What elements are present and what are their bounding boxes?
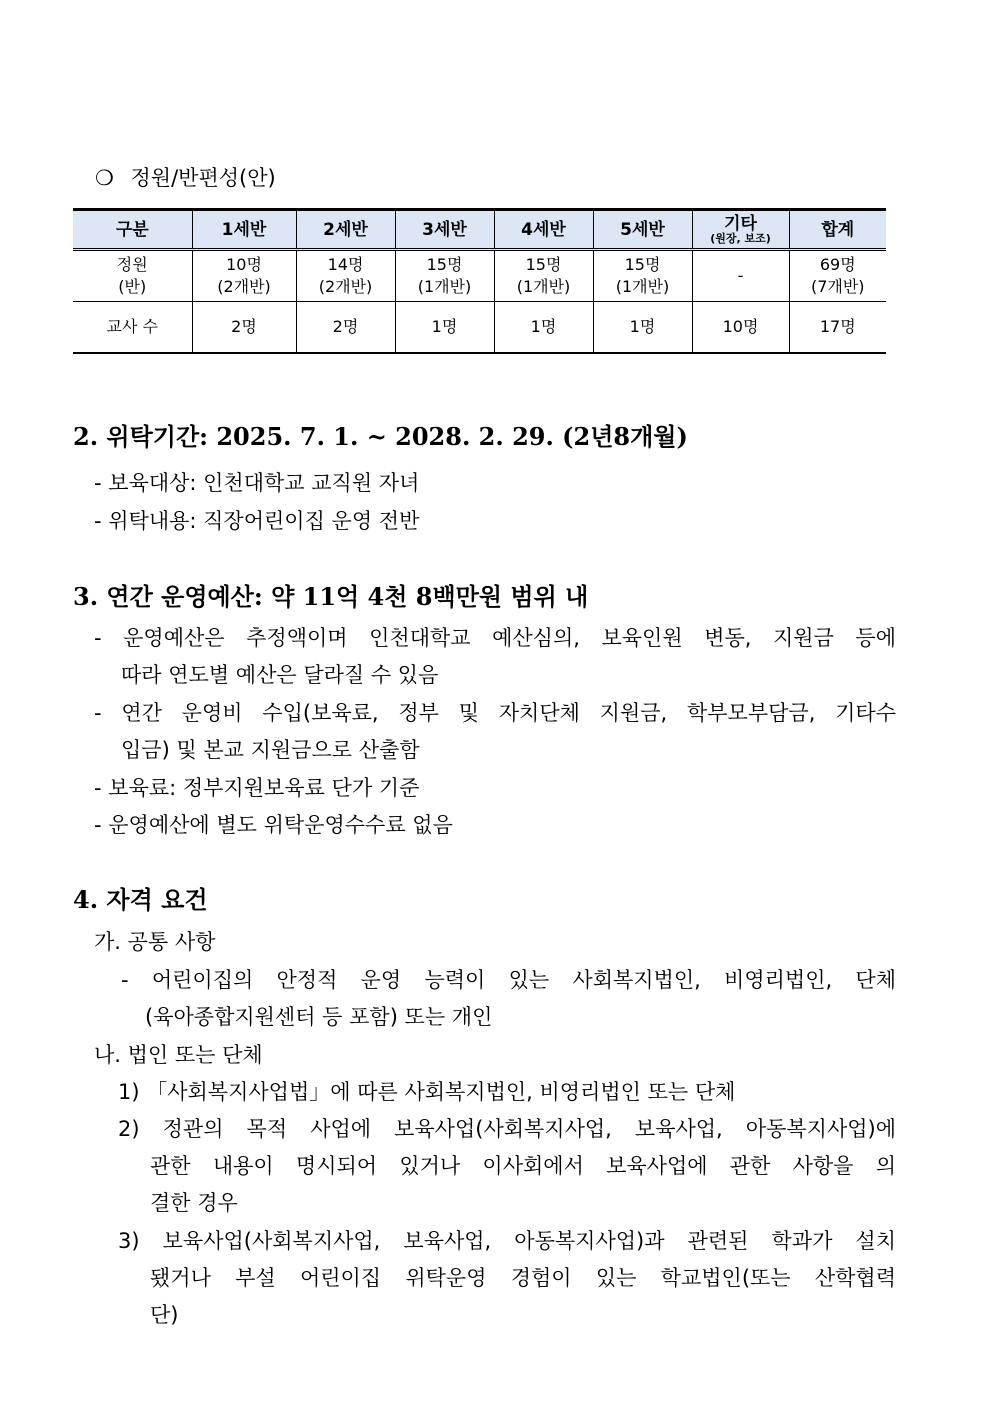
capacity-heading-text: 정원/반편성(안) — [130, 166, 276, 190]
section-2-title: 2. 위탁기간: 2025. 7. 1. ~ 2028. 2. 29. (2년8개월) — [73, 422, 688, 451]
table-cell: 1명 — [395, 302, 494, 354]
header-cell-other — [692, 210, 789, 250]
header-cell: 4세반 — [494, 210, 593, 250]
table-cell: 1명 — [593, 302, 692, 354]
table-cell: 2명 — [296, 302, 395, 354]
list-item-continuation: (육아종합지원센터 등 포함) 또는 개인 — [145, 1005, 493, 1029]
subheading-corporation: 나. 법인 또는 단체 — [94, 1043, 263, 1067]
header-cell: 구분 — [73, 210, 192, 250]
cell-count: 69명 — [819, 255, 856, 274]
cell-count: 15명 — [525, 255, 562, 274]
table-cell — [789, 250, 886, 302]
table-cell: 10명 — [692, 302, 789, 354]
list-item: 1) 「사회복지사업법」에 따른 사회복지법인, 비영리법인 또는 단체 — [118, 1080, 736, 1104]
table-cell — [593, 250, 692, 302]
header-cell: 5세반 — [593, 210, 692, 250]
list-item-continuation: 입금) 및 본교 지원금으로 산출함 — [121, 738, 420, 762]
list-item: - 연간 운영비 수입(보육료, 정부 및 자치단체 지원금, 학부모부담금, 기타수 — [94, 701, 896, 725]
cell-count: 14명 — [327, 255, 364, 274]
row-label-line: 정원 — [116, 255, 148, 274]
cell-classes: (2개반) — [217, 277, 271, 296]
capacity-heading — [95, 162, 276, 192]
row-label — [73, 250, 192, 302]
table-cell: 17명 — [789, 302, 886, 354]
capacity-table — [73, 208, 886, 354]
table-row-capacity — [73, 250, 886, 302]
table-cell — [395, 250, 494, 302]
cell-count: 15명 — [426, 255, 463, 274]
table-header-row — [73, 210, 886, 250]
section-4-title: 4. 자격 요건 — [73, 885, 208, 914]
list-item: 2) 정관의 목적 사업에 보육사업(사회복지사업, 보육사업, 아동복지사업)에 — [118, 1117, 896, 1141]
cell-count: 10명 — [226, 255, 262, 274]
table-row-teachers — [73, 302, 886, 354]
header-cell: 2세반 — [296, 210, 395, 250]
section-3-title: 3. 연간 운영예산: 약 11억 4천 8백만원 범위 내 — [73, 582, 589, 611]
list-item: - 보육대상: 인천대학교 교직원 자녀 — [94, 471, 420, 495]
cell-classes: (1개반) — [516, 277, 571, 296]
header-cell: 3세반 — [395, 210, 494, 250]
table-cell: 2명 — [192, 302, 296, 354]
table-cell — [494, 250, 593, 302]
cell-classes: (7개반) — [810, 277, 865, 296]
cell-classes: (1개반) — [615, 277, 670, 296]
header-cell: 1세반 — [192, 210, 296, 250]
list-item: - 어린이집의 안정적 운영 능력이 있는 사회복지법인, 비영리법인, 단체 — [121, 968, 896, 992]
list-item-continuation: 관한 내용이 명시되어 있거나 이사회에서 보육사업에 관한 사항을 의 — [150, 1154, 896, 1178]
list-item-continuation: 결한 경우 — [150, 1191, 238, 1215]
cell-classes: (1개반) — [417, 277, 472, 296]
header-other-label: 기타 — [724, 213, 757, 234]
row-label: 교사 수 — [73, 302, 192, 354]
subheading-common: 가. 공통 사항 — [94, 930, 216, 954]
list-item: - 위탁내용: 직장어린이집 운영 전반 — [94, 509, 420, 533]
cell-count: - — [737, 266, 744, 285]
row-label-line: (반) — [118, 277, 147, 296]
list-item-continuation: 단) — [150, 1303, 179, 1327]
cell-classes: (2개반) — [318, 277, 373, 296]
list-item: - 운영예산에 별도 위탁운영수수료 없음 — [94, 813, 453, 837]
table-cell — [692, 250, 789, 302]
table-cell — [296, 250, 395, 302]
header-other-sub: (원장, 보조) — [710, 231, 771, 245]
header-cell: 합계 — [789, 210, 886, 250]
list-item: - 운영예산은 추정액이며 인천대학교 예산심의, 보육인원 변동, 지원금 등에 — [94, 626, 896, 650]
table-cell — [192, 250, 296, 302]
table-cell: 1명 — [494, 302, 593, 354]
list-item-continuation: 따라 연도별 예산은 달라질 수 있음 — [121, 663, 439, 687]
list-item: - 보육료: 정부지원보육료 단가 기준 — [94, 776, 420, 800]
list-item-continuation: 됐거나 부설 어린이집 위탁운영 경험이 있는 학교법인(또는 산학협력 — [150, 1266, 896, 1290]
list-item: 3) 보육사업(사회복지사업, 보육사업, 아동복지사업)과 관련된 학과가 설치 — [118, 1229, 896, 1253]
circle-bullet-icon: ❍ — [95, 166, 114, 190]
cell-count: 15명 — [624, 255, 661, 274]
